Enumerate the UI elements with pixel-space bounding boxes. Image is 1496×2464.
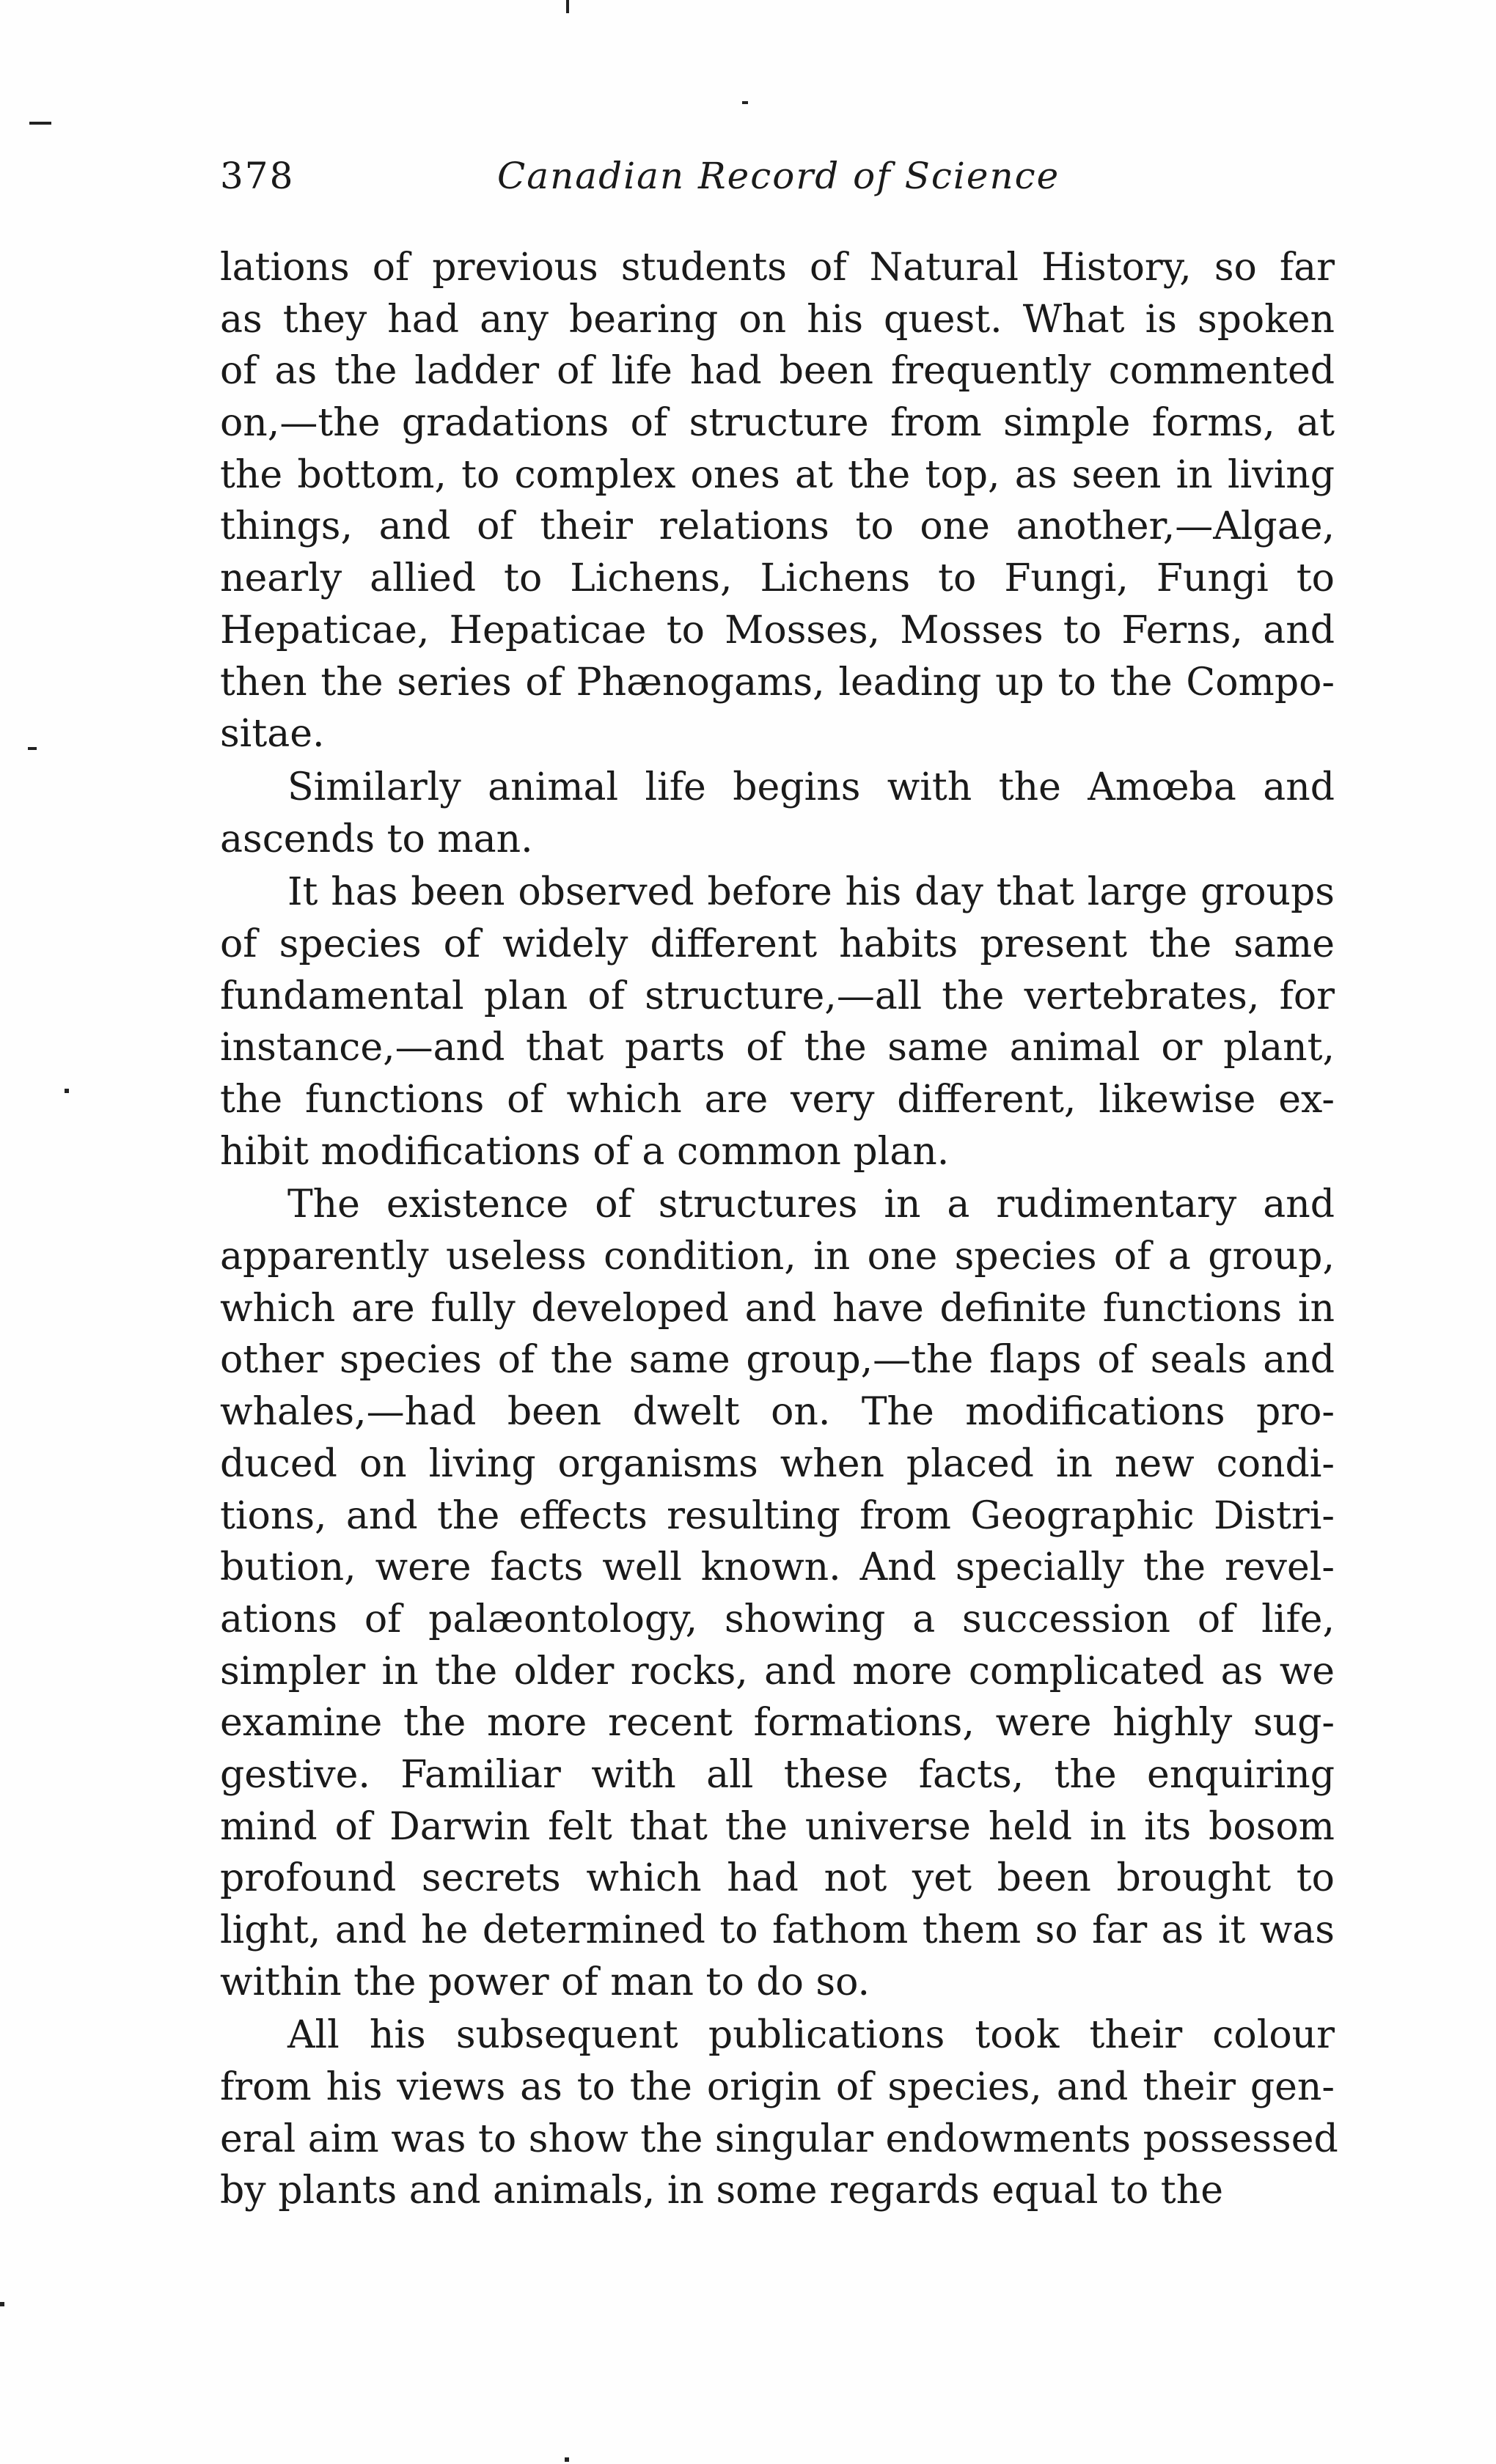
text-line: the bottom, to complex ones at the top, as seen in living [220,452,1335,497]
text-line: Hepaticae, Hepaticae to Mosses, Mosses to Ferns, and [220,608,1335,652]
body-text [220,242,1338,2218]
text-line: by plants and animals, in some regards equal to the [220,2169,1223,2213]
text-line: whales,—had been dwelt on. The modifications pro- [220,1390,1335,1435]
text-line: things, and of their relations to one another,—Algae, [220,504,1335,549]
text-line: other species of the same group,—the flaps of seals and [220,1338,1335,1383]
text-line: mind of Darwin felt that the universe held in its bosom [220,1804,1335,1849]
text-line: apparently useless condition, in one species of a group, [220,1235,1335,1279]
text-line: nearly allied to Lichens, Lichens to Fungi, Fungi to [220,556,1335,601]
text-line: duced on living organisms when placed in new condi- [220,1441,1335,1486]
text-line: The existence of structures in a rudimentary and [287,1183,1335,1227]
running-title: Canadian Record of Science [497,155,1060,197]
text-line: ascends to man. [220,817,533,861]
text-line: on,—the gradations of structure from simple forms, at [220,401,1335,446]
paragraph [220,242,1335,760]
text-line: which are fully developed and have definite functions in [220,1286,1335,1331]
text-line: Similarly animal life begins with the Amœba and [287,765,1335,809]
text-line: tions, and the effects resulting from Geographic Distri- [220,1493,1335,1538]
scan-speck [566,0,569,13]
text-line: simpler in the older rocks, and more complicated as we [220,1649,1335,1693]
text-line: of as the ladder of life had been frequently commented [220,349,1335,394]
text-line: gestive. Familiar with all these facts, the enquiring [220,1752,1335,1797]
text-line: within the power of man to do so. [220,1960,870,2004]
paragraph [220,2009,1338,2217]
text-line: instance,—and that parts of the same animal or plant, [220,1026,1335,1070]
scan-speck [565,2457,569,2462]
text-line: lations of previous students of Natural History, so far [220,246,1335,290]
text-line: sitae. [220,712,325,757]
paragraph [220,762,1335,865]
text-line: examine the more recent formations, were highly sug- [220,1701,1335,1746]
paragraph [220,867,1335,1177]
scan-speck [0,2302,4,2306]
text-line: as they had any bearing on his quest. What is spoken [220,297,1335,342]
running-head [220,143,1335,209]
text-line: from his views as to the origin of species, and their gen- [220,2065,1335,2110]
text-line: then the series of Phænogams, leading up to the Compo- [220,660,1335,705]
scan-speck [29,122,51,125]
paragraph [220,1179,1335,2008]
text-line: All his subsequent publications took their colour [287,2013,1335,2058]
text-line: bution, were facts well known. And specially the revel- [220,1545,1335,1590]
scan-speck [65,1089,69,1093]
scan-speck [742,101,748,104]
page-number: 378 [220,155,295,197]
text-line: It has been observed before his day that large groups [287,870,1335,915]
text-line: fundamental plan of structure,—all the vertebrates, for [220,974,1335,1018]
scan-speck [28,747,37,750]
text-line: profound secrets which had not yet been brought to [220,1856,1335,1901]
text-line: light, and he determined to fathom them so far as it was [220,1908,1335,1952]
text-line: eral aim was to show the singular endowments possessed [220,2117,1338,2161]
text-line: hibit modifications of a common plan. [220,1129,950,1174]
text-line: the functions of which are very different, likewise ex- [220,1078,1335,1122]
text-line: ations of palæontology, showing a succession of life, [220,1597,1335,1641]
text-line: of species of widely different habits present the same [220,922,1335,966]
